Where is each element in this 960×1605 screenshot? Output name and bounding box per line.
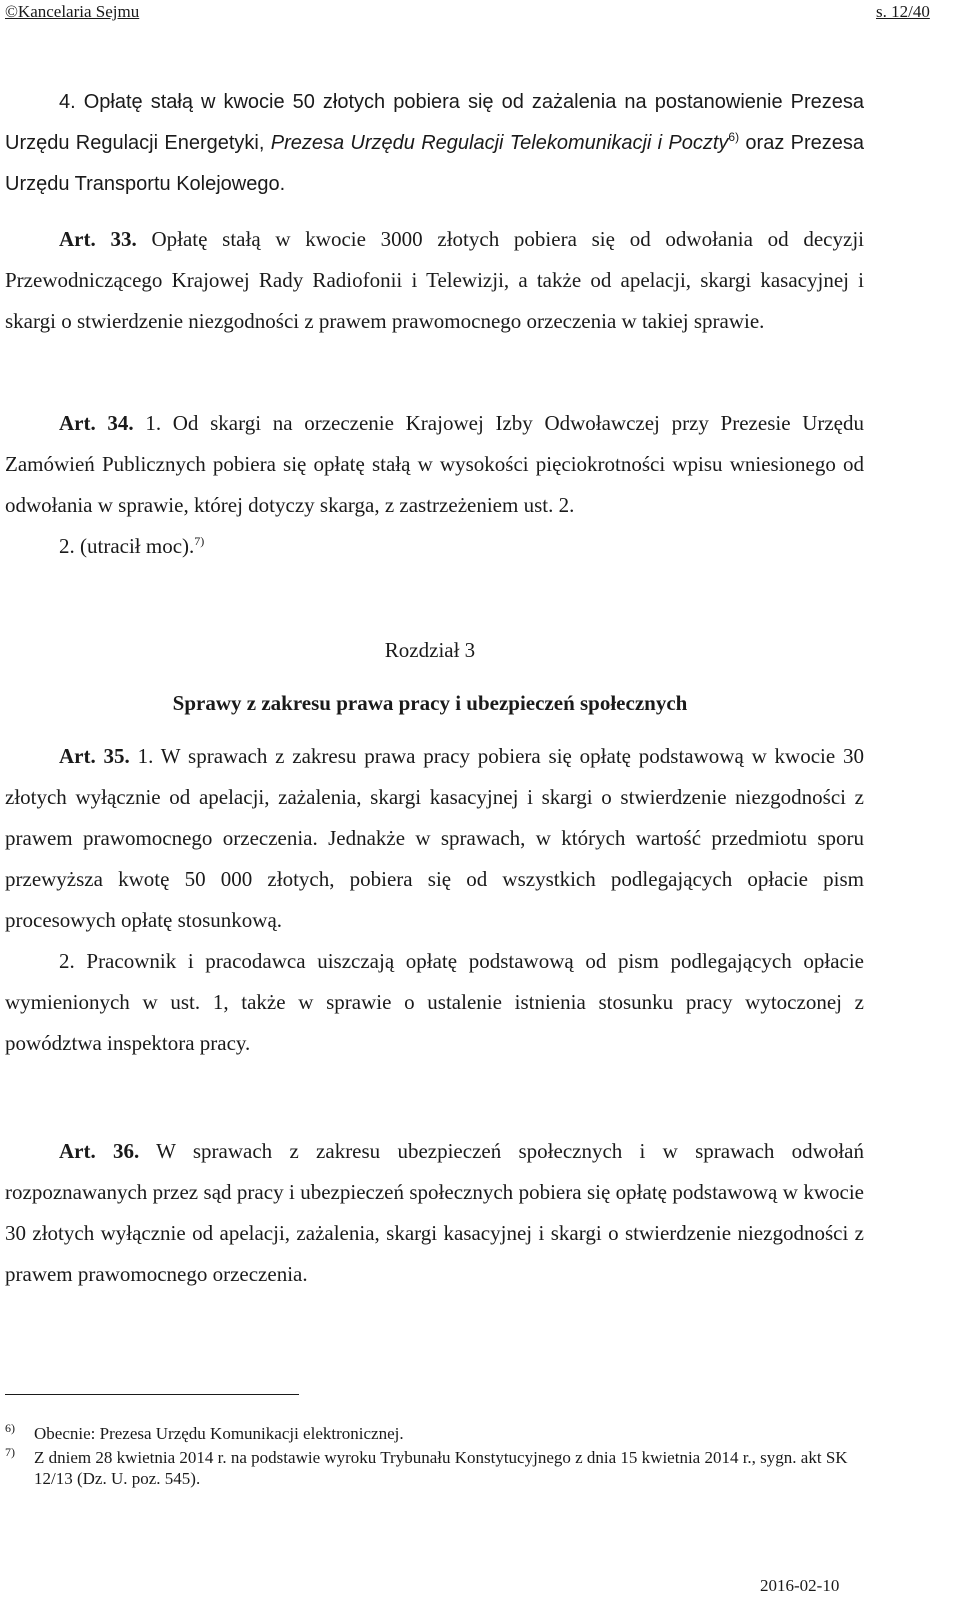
footnote-7-marker: 7) xyxy=(5,1445,15,1459)
publication-date: 2016-02-10 xyxy=(760,1576,840,1595)
footnote-7-text: Z dniem 28 kwietnia 2014 r. na podstawie wyroku Trybunału Konstytucyjnego z dnia 15 kwietnia 2014 r., sygn. akt SK 12/13 (Dz. U. poz. 545). xyxy=(34,1448,848,1488)
article-35-par2: 2. Pracownik i pracodawca uiszczają opłatę podstawową od pism podlegających opłacie wymienionych w ust. 1, także w sprawie o ustalenie istnienia stosunku pracy wytoczonej z powództwa inspektora pracy. xyxy=(5,949,864,1055)
chapter-number: Rozdział 3 xyxy=(384,638,476,662)
paragraph-4-suffix: oraz Prezesa Urzędu Transportu Kolejowego. xyxy=(5,132,864,195)
article-34 xyxy=(5,403,864,567)
paragraph-4-italic: Prezesa Urzędu Regulacji Telekomunikacji i Poczty xyxy=(270,132,729,154)
paragraph-4 xyxy=(5,82,864,205)
article-34-par2: 2. (utracił moc). xyxy=(59,534,195,558)
article-33-label: Art. 33. xyxy=(59,227,137,251)
article-36 xyxy=(5,1131,864,1295)
publisher-header: ©Kancelaria Sejmu xyxy=(5,2,140,21)
article-34-par1: 1. Od skargi na orzeczenie Krajowej Izby Odwoławczej przy Prezesie Urzędu Zamówień Publicznych pobiera się opłatę stałą w wysokości pięciokrotności wpisu wniesionego od odwołania w sprawie, której dotyczy skarga, z zastrzeżeniem ust. 2. xyxy=(5,411,864,517)
article-34-label: Art. 34. xyxy=(59,411,134,435)
article-36-text: W sprawach z zakresu ubezpieczeń społecznych i w sprawach odwołań rozpoznawanych przez sąd pracy i ubezpieczeń społecznych pobiera się opłatę podstawową w kwocie 30 złotych wyłącznie od apelacji, zażalenia, skargi kasacyjnej i skargi o stwierdzenie niezgodności z prawem prawomocnego orzeczenia. xyxy=(5,1139,865,1286)
footnote-ref-6: 6) xyxy=(728,130,740,144)
paragraph-4-prefix: 4. Opłatę stałą w kwocie 50 złotych pobiera się od zażalenia na postanowienie Prezesa Urzędu Regulacji Energetyki, xyxy=(5,91,864,154)
footnote-6-text: Obecnie: Prezesa Urzędu Komunikacji elektronicznej. xyxy=(34,1424,404,1443)
article-35 xyxy=(5,736,864,1064)
footnote-7 xyxy=(5,1447,865,1489)
article-33 xyxy=(5,219,864,342)
article-35-label: Art. 35. xyxy=(59,744,130,768)
footnote-ref-7: 7) xyxy=(194,534,205,548)
footnote-6 xyxy=(5,1423,865,1444)
article-35-par1: 1. W sprawach z zakresu prawa pracy pobiera się opłatę podstawową w kwocie 30 złotych wyłącznie od apelacji, zażalenia, skargi kasacyjnej i skargi o stwierdzenie niezgodności z prawem prawomocnego orzeczenia. Jednakże w sprawach, w których wartość przedmiotu sporu przewyższa kwotę 50 000 złotych, pobiera się od wszystkich podlegających opłacie pism procesowych opłatę stosunkową. xyxy=(5,744,864,932)
footnote-separator xyxy=(5,1394,299,1395)
page-indicator: s. 12/40 xyxy=(876,2,930,21)
article-36-label: Art. 36. xyxy=(59,1139,140,1163)
article-33-text: Opłatę stałą w kwocie 3000 złotych pobiera się od odwołania od decyzji Przewodniczącego Krajowej Rady Radiofonii i Telewizji, a także od apelacji, skargi kasacyjnej i skargi o stwierdzenie niezgodności z prawem prawomocnego orzeczenia w takiej sprawie. xyxy=(5,227,864,333)
footnote-6-marker: 6) xyxy=(5,1421,15,1435)
chapter-title: Sprawy z zakresu prawa pracy i ubezpieczeń społecznych xyxy=(172,691,688,715)
